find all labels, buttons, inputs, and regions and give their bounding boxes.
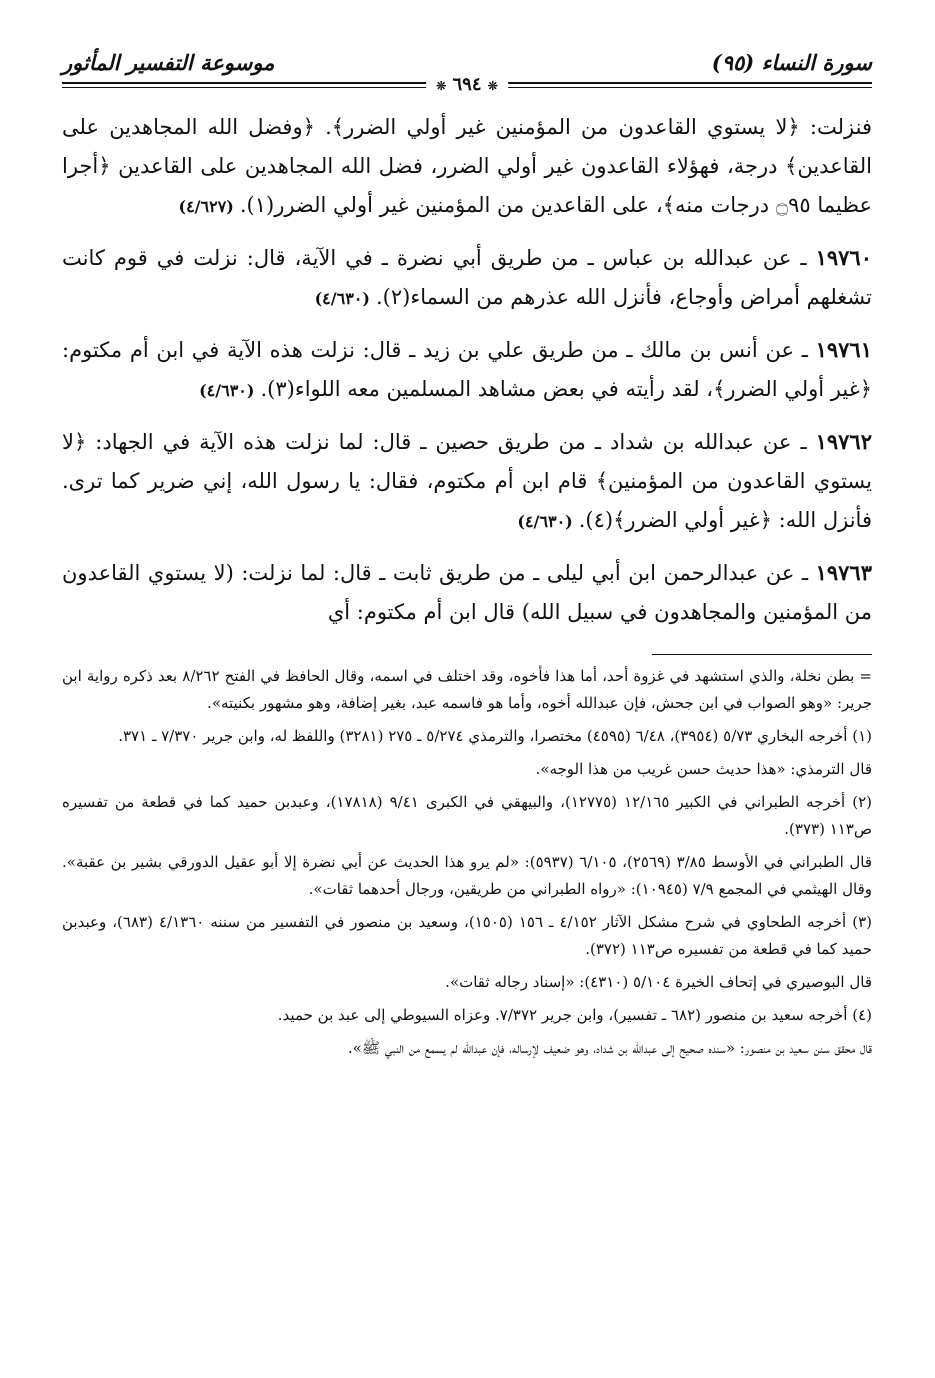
volume-reference: (٤/٦٣٠) [314, 289, 370, 308]
footnote: (١) أخرجه البخاري ٥/٧٣ (٣٩٥٤)، ٦/٤٨ (٤٥٩٥) مختصرا، والترمذي ٥/٢٧٤ ـ ٢٧٥ (٣٢٨١) واللفظ له، وابن جرير ٧/٣٧٠ ـ ٣٧١. [118, 727, 872, 745]
page-header [62, 40, 872, 96]
paragraph [62, 330, 872, 410]
main-text [62, 108, 872, 632]
footnote: قال الطبراني في الأوسط ٣/٨٥ (٢٥٦٩)، ٦/١٠٥ (٥٩٣٧): «لم يرو هذا الحديث عن أبي نضرة إلا أبو عقيل الدورقي بشير بن عقبة». وقال الهيثمي في المجمع ٧/٩ (١٠٩٤٥): «رواه الطبراني من طريقين، ورجال أحدهما ثقات». [62, 853, 873, 898]
ornament-icon: ❊ [487, 79, 498, 93]
hadith-number: ١٩٧٦٠ [815, 245, 872, 270]
paragraph [62, 238, 872, 318]
hadith-number: ١٩٧٦١ [815, 337, 872, 362]
surah-title: سورة النساء (٩٥) [711, 50, 872, 75]
volume-reference: (٤/٦٣٠) [517, 512, 573, 531]
paragraph [62, 422, 872, 541]
paragraph-text: ـ عن عبدالرحمن ابن أبي ليلى ـ من طريق ثابت ـ قال: لما نزلت: (لا يستوي القاعدون من المؤمنين والمجاهدون في سبيل الله) قال ابن أم مكتوم: أي [62, 561, 872, 624]
footnote: قال البوصيري في إتحاف الخيرة ٥/١٠٤ (٤٣١٠): «إسناد رجاله ثقات». [445, 973, 872, 991]
footnote: (٣) أخرجه الطحاوي في شرح مشكل الآثار ٤/١٥٢ ـ ١٥٦ (١٥٠٥)، وسعيد بن منصور في التفسير من سننه ٤/١٣٦٠ (٦٨٣)، وعبدبن حميد كما في قطعة من تفسيره ص١١٣ (٣٧٢). [62, 913, 873, 958]
footnote: قال محقق سنن سعيد بن منصور: «سنده صحيح إلى عبدالله بن شداد، وهو ضعيف لإرساله، فإن عبدالله لم يسمع من النبي ﷺ». [347, 1039, 872, 1057]
paragraph-text: فنزلت: ﴿لا يستوي القاعدون من المؤمنين غير أولي الضرر﴾. ﴿وفضل الله المجاهدين على القاعدين﴾ درجة، فهؤلاء القاعدون غير أولي الضرر، فضل الله المجاهدين على القاعدين ﴿أجرا عظيما ۝٩٥ درجات منه﴾، على القاعدين من المؤمنين غير أولي الضرر(١). [62, 115, 872, 217]
ornament-icon: ❊ [436, 79, 447, 93]
paragraph [62, 108, 872, 226]
paragraph-text: ـ عن عبدالله بن شداد ـ من طريق حصين ـ قال: لما نزلت هذه الآية في الجهاد: ﴿لا يستوي القاعدون من المؤمنين﴾ قام ابن أم مكتوم، فقال: يا رسول الله، إني ضرير كما ترى. فأنزل الله: ﴿غير أولي الضرر﴾(٤). [62, 430, 872, 532]
paragraph-text: ـ عن عبدالله بن عباس ـ من طريق أبي نضرة ـ في الآية، قال: نزلت في قوم كانت تشغلهم أمراض وأوجاع، فأنزل الله عذرهم من السماء(٢). [62, 246, 872, 309]
volume-reference: (٤/٦٣٠) [199, 381, 255, 400]
footnote: (٢) أخرجه الطبراني في الكبير ١٢/١٦٥ (١٢٧٧٥)، والبيهقي في الكبرى ٩/٤١ (١٧٨١٨)، وعبدبن حميد كما في قطعة من تفسيره ص١١٣ (٣٧٣). [62, 793, 872, 838]
page-number [426, 74, 508, 95]
series-title: موسوعة التفسير المأثور [62, 50, 275, 75]
hadith-number: ١٩٧٦٢ [815, 429, 872, 454]
footnote-separator [652, 654, 872, 655]
footnote: قال الترمذي: «هذا حديث حسن غريب من هذا الوجه». [535, 760, 872, 778]
footnotes [62, 663, 872, 1062]
footnote: = بطن نخلة، والذي استشهد في غزوة أحد، أما هذا فأخوه، وقد اختلف في اسمه، وقال الحافظ في الفتح ٨/٢٦٢ بعد ذكره رواية ابن جرير: «وهو الصواب في ابن جحش، فإن عبدالله أخوه، وأما هو فاسمه عبد، بغير إضافة، وهو مشهور بكنيته». [62, 667, 872, 712]
hadith-number: ١٩٧٦٣ [815, 560, 872, 585]
page-number-text: ٦٩٤ [452, 74, 482, 95]
paragraph-text: ـ عن أنس بن مالك ـ من طريق علي بن زيد ـ قال: نزلت هذه الآية في ابن أم مكتوم: ﴿غير أولي الضرر﴾، لقد رأيته في بعض مشاهد المسلمين معه اللواء(٣). [62, 338, 872, 401]
footnote: (٤) أخرجه سعيد بن منصور (٦٨٢ ـ تفسير)، وابن جرير ٧/٣٧٢. وعزاه السيوطي إلى عبد بن حميد. [277, 1006, 872, 1024]
book-page [62, 40, 872, 1068]
volume-reference: (٤/٦٢٧) [178, 197, 234, 216]
paragraph [62, 553, 872, 632]
